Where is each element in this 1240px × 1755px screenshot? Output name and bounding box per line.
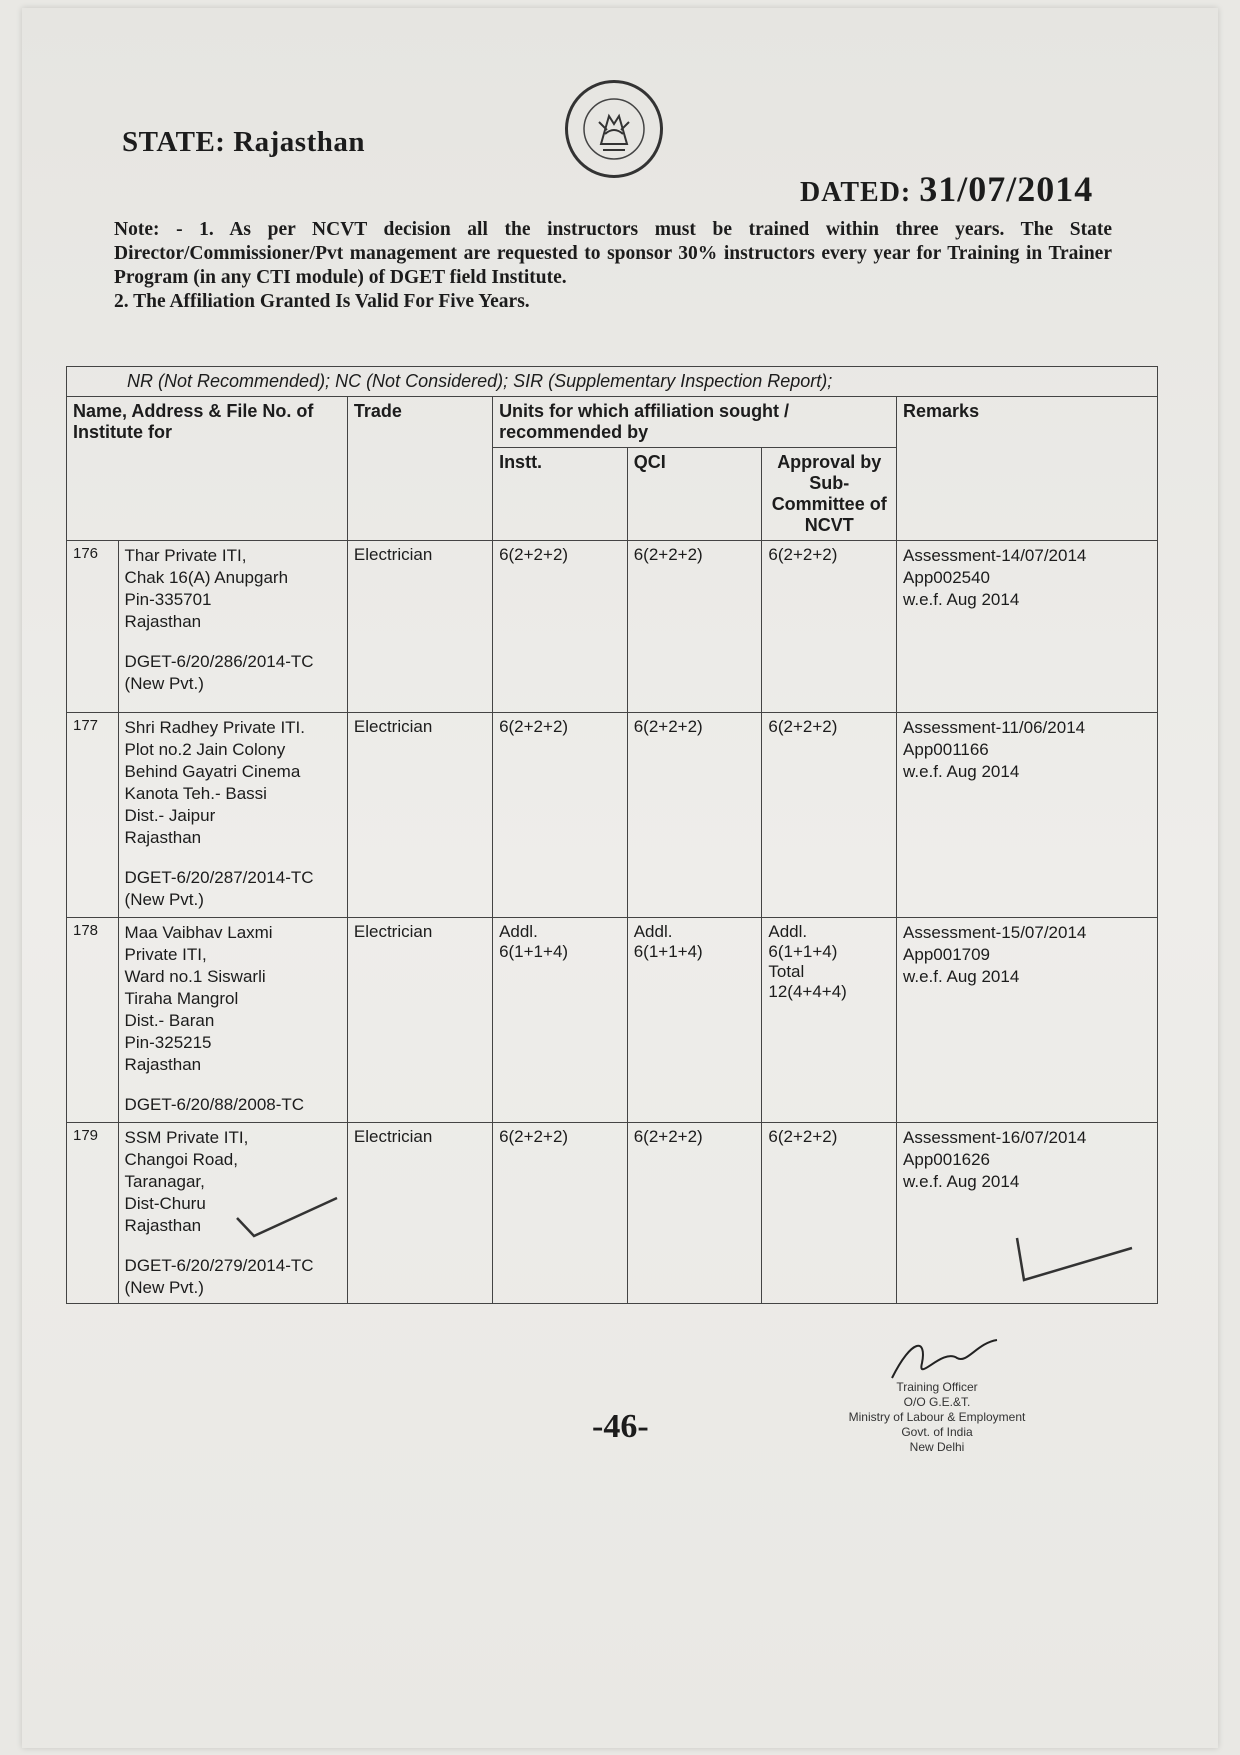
institute-line: Dist.- Baran bbox=[124, 1011, 215, 1030]
qci-line: 6(1+1+4) bbox=[633, 942, 703, 961]
institute-line: Changoi Road, bbox=[124, 1150, 238, 1169]
approval-line: Addl. bbox=[768, 922, 808, 941]
remarks-cell bbox=[897, 713, 1158, 918]
qci-line: Addl. bbox=[633, 922, 673, 941]
row-serial: 179 bbox=[67, 1123, 119, 1304]
remarks-cell bbox=[897, 918, 1158, 1123]
note-2: 2. The Affiliation Granted Is Valid For Five Years. bbox=[114, 291, 530, 312]
trade-cell: Electrician bbox=[347, 541, 492, 713]
institute-line: Behind Gayatri Cinema bbox=[124, 762, 301, 781]
remark-line: App001626 bbox=[903, 1150, 991, 1169]
file-number: DGET-6/20/286/2014-TC bbox=[124, 652, 314, 671]
remark-line: Assessment-16/07/2014 bbox=[903, 1128, 1087, 1147]
approval-line: 12(4+4+4) bbox=[768, 982, 847, 1001]
page-number: -46- bbox=[592, 1408, 649, 1445]
date-heading bbox=[800, 168, 1093, 210]
row-serial: 176 bbox=[67, 541, 119, 713]
header-name: Name, Address & File No. of Institute for bbox=[67, 397, 348, 541]
table-row bbox=[67, 1123, 1158, 1304]
institute-line: Private ITI, bbox=[124, 945, 207, 964]
stamp-line: O/O G.E.&T. bbox=[903, 1395, 971, 1409]
remark-line: App001166 bbox=[903, 740, 989, 759]
trade-cell: Electrician bbox=[347, 1123, 492, 1304]
institute-line: Rajasthan bbox=[124, 828, 202, 847]
header-trade: Trade bbox=[347, 397, 492, 541]
approval-cell: 6(2+2+2) bbox=[762, 1123, 897, 1304]
trade-cell: Electrician bbox=[347, 713, 492, 918]
instt-cell: 6(2+2+2) bbox=[493, 713, 628, 918]
institute-line: Ward no.1 Siswarli bbox=[124, 967, 266, 986]
institute-line: Rajasthan bbox=[124, 1216, 202, 1235]
document-page bbox=[22, 8, 1218, 1748]
instt-line: 6(1+1+4) bbox=[499, 942, 569, 961]
qci-cell: 6(2+2+2) bbox=[627, 541, 762, 713]
table-row bbox=[67, 541, 1158, 713]
signature-stamp bbox=[812, 1328, 1062, 1468]
file-type: (New Pvt.) bbox=[124, 1278, 204, 1297]
state-heading: STATE: Rajasthan bbox=[122, 126, 366, 158]
remark-line: w.e.f. Aug 2014 bbox=[903, 967, 1020, 986]
file-type: (New Pvt.) bbox=[124, 890, 204, 909]
institute-line: Dist-Churu bbox=[124, 1194, 206, 1213]
header-approval: Approval by Sub-Committee of NCVT bbox=[762, 448, 897, 541]
institute-cell bbox=[118, 918, 347, 1123]
remark-line: Assessment-11/06/2014 bbox=[903, 718, 1086, 737]
checkmark-icon bbox=[232, 1188, 342, 1248]
remark-line: w.e.f. Aug 2014 bbox=[903, 762, 1020, 781]
remark-line: w.e.f. Aug 2014 bbox=[903, 590, 1020, 609]
institute-line: Shri Radhey Private ITI. bbox=[124, 718, 306, 737]
notes-section bbox=[114, 218, 1112, 314]
signature-icon bbox=[882, 1328, 1002, 1388]
remark-line: App001709 bbox=[903, 945, 991, 964]
qci-cell: 6(2+2+2) bbox=[627, 1123, 762, 1304]
approval-line: 6(1+1+4) bbox=[768, 942, 838, 961]
approval-cell: 6(2+2+2) bbox=[762, 713, 897, 918]
institute-line: Taranagar, bbox=[124, 1172, 205, 1191]
institute-line: Pin-325215 bbox=[124, 1033, 212, 1052]
header-remarks: Remarks bbox=[897, 397, 1158, 541]
header-instt: Instt. bbox=[493, 448, 628, 541]
institute-line: Tiraha Mangrol bbox=[124, 989, 239, 1008]
table-row bbox=[67, 713, 1158, 918]
dated-label: DATED: bbox=[800, 177, 912, 208]
institute-line: Plot no.2 Jain Colony bbox=[124, 740, 286, 759]
remark-line: Assessment-15/07/2014 bbox=[903, 923, 1087, 942]
stamp-line: New Delhi bbox=[909, 1440, 965, 1454]
stamp-line: Govt. of India bbox=[901, 1425, 973, 1439]
instt-line: Addl. bbox=[499, 922, 538, 941]
remark-line: App002540 bbox=[903, 568, 991, 587]
national-emblem-seal bbox=[565, 80, 663, 178]
institute-line: Dist.- Jaipur bbox=[124, 806, 216, 825]
institute-line: Kanota Teh.- Bassi bbox=[124, 784, 267, 803]
remark-line: w.e.f. Aug 2014 bbox=[903, 1172, 1020, 1191]
instt-cell: 6(2+2+2) bbox=[493, 1123, 628, 1304]
table-legend: NR (Not Recommended); NC (Not Considered); SIR (Supplementary Inspection Report); bbox=[67, 367, 1158, 397]
row-serial: 178 bbox=[67, 918, 119, 1123]
affiliation-table bbox=[66, 366, 1158, 1304]
institute-cell bbox=[118, 713, 347, 918]
institute-line: SSM Private ITI, bbox=[124, 1128, 249, 1147]
emblem-icon bbox=[579, 94, 649, 164]
file-type: (New Pvt.) bbox=[124, 674, 204, 693]
file-number: DGET-6/20/279/2014-TC bbox=[124, 1256, 314, 1275]
institute-line: Rajasthan bbox=[124, 612, 202, 631]
approval-cell: 6(2+2+2) bbox=[762, 541, 897, 713]
approval-cell bbox=[762, 918, 897, 1123]
institute-line: Pin-335701 bbox=[124, 590, 212, 609]
institute-cell bbox=[118, 541, 347, 713]
dated-value: 31/07/2014 bbox=[919, 169, 1094, 209]
table-row bbox=[67, 918, 1158, 1123]
qci-cell: 6(2+2+2) bbox=[627, 713, 762, 918]
file-number: DGET-6/20/287/2014-TC bbox=[124, 868, 314, 887]
instt-cell bbox=[493, 918, 628, 1123]
stamp-line: Training Officer bbox=[896, 1380, 978, 1394]
qci-cell bbox=[627, 918, 762, 1123]
header-qci: QCI bbox=[627, 448, 762, 541]
header-units: Units for which affiliation sought / recommended by bbox=[493, 397, 897, 448]
institute-line: Rajasthan bbox=[124, 1055, 202, 1074]
institute-line: Thar Private ITI, bbox=[124, 546, 247, 565]
institute-line: Chak 16(A) Anupgarh bbox=[124, 568, 289, 587]
row-serial: 177 bbox=[67, 713, 119, 918]
checkmark-icon bbox=[1012, 1228, 1142, 1288]
stamp-line: Ministry of Labour & Employment bbox=[848, 1410, 1026, 1424]
remarks-cell bbox=[897, 541, 1158, 713]
trade-cell: Electrician bbox=[347, 918, 492, 1123]
instt-cell: 6(2+2+2) bbox=[493, 541, 628, 713]
approval-line: Total bbox=[768, 962, 805, 981]
remark-line: Assessment-14/07/2014 bbox=[903, 546, 1087, 565]
note-1: Note: - 1. As per NCVT decision all the instructors must be trained within three years. The State Director/Commissioner/Pvt management are requested to sponsor 30% instructors every year for Training in Trainer Program (in any CTI module) of DGET field Institute. bbox=[114, 219, 1112, 288]
institute-line: Maa Vaibhav Laxmi bbox=[124, 923, 273, 942]
file-number: DGET-6/20/88/2008-TC bbox=[124, 1095, 305, 1114]
